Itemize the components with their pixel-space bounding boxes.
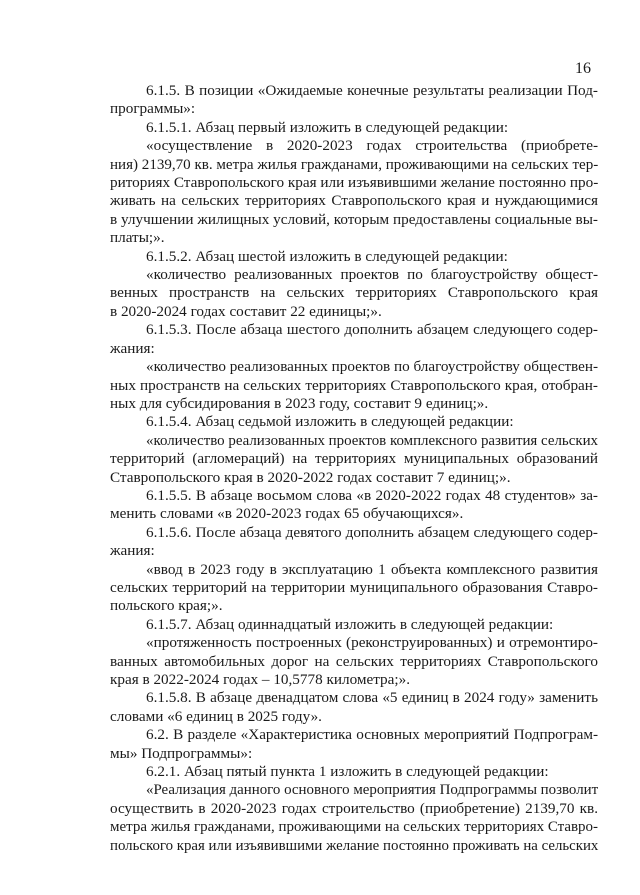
text-line: ных для субсидирования в 2023 году, составит 9 единиц;».: [110, 394, 489, 412]
paragraph: [110, 689, 598, 726]
paragraph: [110, 781, 598, 855]
document-body: [110, 82, 598, 855]
paragraph: [110, 321, 598, 358]
text-line: жания:: [110, 542, 155, 560]
paragraph: [110, 248, 598, 266]
text-line: платы;».: [110, 229, 165, 247]
text-line: 6.1.5. В позиции «Ожидаемые конечные результаты реализации Под-: [146, 82, 598, 99]
paragraph: [110, 413, 598, 431]
paragraph: [110, 561, 598, 616]
paragraph: [110, 487, 598, 524]
page-number: 16: [575, 60, 591, 77]
text-line: словами «6 единиц в 2025 году».: [110, 707, 322, 725]
text-line: Ставропольского края в 2020-2022 годах составит 7 единиц;».: [110, 468, 511, 486]
paragraph: [110, 763, 598, 781]
text-line: «осуществление в 2020-2023 годах строительства (приобрете-: [146, 137, 598, 155]
text-line: польского края или изъявившими желание постоянно проживать на сельских: [110, 837, 599, 854]
paragraph: [110, 726, 598, 763]
text-line: края в 2022-2024 годах – 10,5778 километра;».: [110, 671, 410, 688]
text-line: венных пространств на сельских территориях Ставропольского края: [110, 284, 598, 302]
text-line: «протяженность построенных (реконструированных) и отремонтиро-: [146, 634, 598, 652]
paragraph: [110, 634, 598, 689]
text-line: 6.1.5.3. После абзаца шестого дополнить абзацем следующего содер-: [146, 321, 598, 339]
text-line: территорий (агломераций) на территориях муниципальных образований: [110, 450, 598, 468]
text-line: 6.1.5.1. Абзац первый изложить в следующей редакции:: [146, 118, 509, 136]
text-line: осуществить в 2020-2023 годах строительство (приобретение) 2139,70 кв.: [110, 799, 598, 817]
text-line: 6.1.5.8. В абзаце двенадцатом слова «5 единиц в 2024 году» заменить: [146, 689, 598, 707]
text-line: сельских территорий на территории муниципального образования Ставро-: [110, 578, 598, 596]
text-line: 6.1.5.2. Абзац шестой изложить в следующей редакции:: [146, 247, 508, 265]
paragraph: [110, 137, 598, 247]
text-line: ных пространств на сельских территориях Ставропольского края, отобран-: [110, 376, 598, 394]
paragraph: [110, 524, 598, 561]
paragraph: [110, 119, 598, 137]
paragraph: [110, 82, 598, 119]
paragraph: [110, 432, 598, 487]
text-line: 6.1.5.4. Абзац седьмой изложить в следующей редакции:: [146, 413, 514, 431]
paragraph: [110, 266, 598, 321]
text-line: в улучшении жилищных условий, которым предоставлены социальные вы-: [110, 210, 598, 228]
text-line: 6.1.5.6. После абзаца девятого дополнить абзацем следующего содер-: [146, 523, 598, 541]
text-line: в 2020-2024 годах составит 22 единицы;».: [110, 302, 382, 320]
text-line: ния) 2139,70 кв. метра жилья гражданами, проживающими на сельских тер-: [110, 156, 599, 173]
text-line: 6.1.5.5. В абзаце восьмом слова «в 2020-2022 годах 48 студентов» за-: [146, 486, 598, 504]
text-line: программы»:: [110, 100, 196, 118]
text-line: 6.2. В разделе «Характеристика основных мероприятий Подпрограм-: [146, 726, 598, 744]
text-line: 6.1.5.7. Абзац одиннадцатый изложить в следующей редакции:: [146, 615, 554, 633]
text-line: мы» Подпрограммы»:: [110, 744, 253, 762]
text-line: метра жилья гражданами, проживающими на сельских территориях Ставро-: [110, 819, 598, 836]
text-line: ванных автомобильных дорог на сельских территориях Ставропольского: [110, 652, 598, 670]
text-line: «Реализация данного основного мероприятия Подпрограммы позволит: [146, 782, 599, 799]
text-line: 6.2.1. Абзац пятый пункта 1 изложить в следующей редакции:: [146, 763, 549, 781]
text-line: «количество реализованных проектов по благоустройству общест-: [146, 266, 598, 284]
text-line: «количество реализованных проектов комплексного развития сельских: [146, 432, 598, 449]
text-line: польского края;».: [110, 597, 223, 615]
text-line: живать на сельских территориях Ставропольского края и нуждающимися: [110, 192, 598, 210]
text-line: жания:: [110, 339, 155, 357]
paragraph: [110, 616, 598, 634]
text-line: риториях Ставропольского края или изъявившими желание постоянно про-: [110, 174, 599, 192]
text-line: менить словами «в 2020-2023 годах 65 обучающихся».: [110, 505, 464, 523]
paragraph: [110, 358, 598, 413]
text-line: «ввод в 2023 году в эксплуатацию 1 объекта комплексного развития: [146, 560, 598, 578]
text-line: «количество реализованных проектов по благоустройству обществен-: [146, 358, 599, 376]
